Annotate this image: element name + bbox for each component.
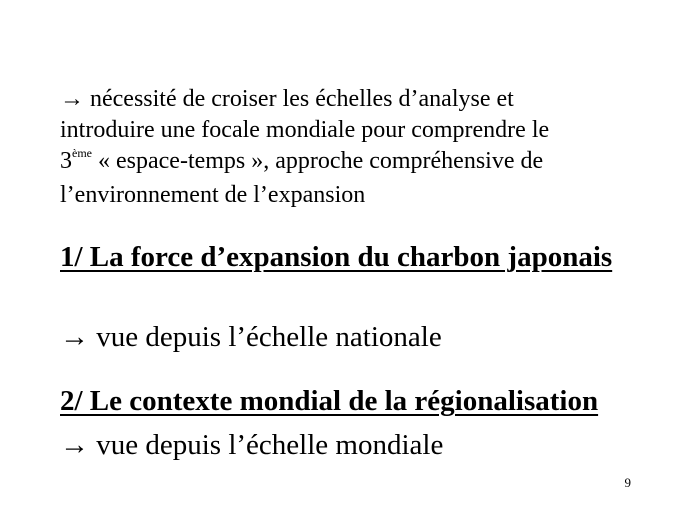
section-1-subline: → vue depuis l’échelle nationale [60, 321, 442, 353]
page-number: 9 [624, 475, 631, 490]
section-1-heading: 1/ La force d’expansion du charbon japonais [60, 241, 613, 273]
intro-line-3-rest: « espace-temps », approche compréhensive de [92, 148, 544, 174]
intro-line-1: → nécessité de croiser les échelles d’analyse et [60, 86, 514, 112]
intro-line-3-prefix: 3 [60, 148, 72, 174]
intro-superscript: ème [72, 146, 92, 160]
section-2-subline: → vue depuis l’échelle mondiale [60, 429, 444, 461]
intro-line-3 [60, 146, 660, 180]
intro-line-4: l’environnement de l’expansion [60, 182, 366, 208]
section-2-heading: 2/ Le contexte mondial de la régionalisation [60, 385, 599, 417]
intro-line-2: introduire une focale mondiale pour comprendre le [60, 117, 550, 143]
intro-paragraph [60, 84, 660, 211]
